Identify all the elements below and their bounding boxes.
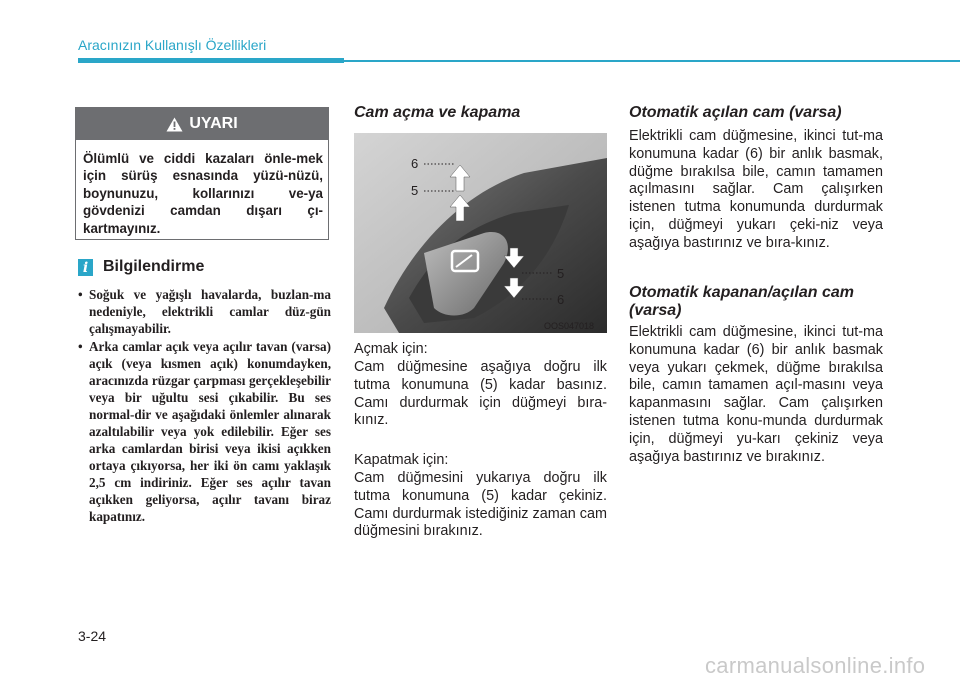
close-text: Cam düğmesini yukarıya doğru ilk tutma konumuna (5) kadar çekiniz. Camı durdurmak istediğiniz zaman cam düğmesini bırakınız.	[354, 470, 607, 540]
label-5-top: 5	[411, 183, 419, 198]
info-title: Bilgilendirme	[103, 258, 205, 275]
warning-text: Ölümlü ve ciddi kazaları önle-mek için sürüş esnasında yüzü-nüzü, boynunuzu, kollarınızı ve-ya gövdenizi camdan dışarı çı-kartmayınız.	[83, 151, 323, 236]
warning-title: UYARI	[189, 115, 238, 132]
window-switch-figure	[354, 133, 607, 333]
info-list-item: • Arka camlar açık veya açılır tavan (varsa) açık (veya kısmen açık) konumdayken, aracınızda rüzgar çarpması gerçekleşebilir veya bir uğultu sesi çıkabilir. Bu ses normal-dir ve aşağıdaki önlemler alınarak azaltılabilir veya yok edilebilir. Eğer ses arka camlardan birisi veya ikisi açıkken ortaya çıkıyorsa, her iki ön camı yaklaşık 2,5 cm indiriniz. Eğer ses açılır tavan açıkken geliyorsa, açılır tavanı biraz kapatınız.	[78, 338, 331, 525]
section-header-title: Aracınızın Kullanışlı Özellikleri	[78, 37, 267, 53]
warning-box	[75, 107, 329, 240]
info-list	[78, 286, 331, 526]
auto-updown-title: Otomatik kapanan/açılan cam (varsa)	[629, 284, 854, 319]
warning-header	[76, 108, 328, 140]
info-icon: i	[78, 259, 93, 276]
auto-updown-text: Elektrikli cam düğmesine, ikinci tut-ma konumuna kadar (6) bir anlık basmak veya yukarı çekmek, düğme bırakılsa bile, camın tamamen açıl-masını veya kapanmasını sağlar. Cam çalışırken istenen tutma konu-munda durdurmak için, düğmeyi yu-karı çekiniz veya aşağıya bastırınız ve bırakınız.	[629, 324, 883, 465]
open-label: Açmak için:	[354, 341, 428, 357]
warning-triangle-icon	[166, 117, 183, 132]
window-open-close-title: Cam açma ve kapama	[354, 104, 521, 121]
open-text: Cam düğmesine aşağıya doğru ilk tutma konumuna (5) kadar basınız. Camı durdurmak için düğmeyi bıra-kınız.	[354, 359, 607, 429]
header-rule-accent	[78, 58, 344, 63]
window-switch-illustration	[354, 133, 607, 333]
auto-down-text: Elektrikli cam düğmesine, ikinci tut-ma konumuna kadar (6) bir anlık basmak, düğme bırakılsa bile, camın tamamen açılmasını sağlar. Cam çalışırken istenen tutma konumunda durdurmak için, düğmeyi yukarı çeki-niz veya aşağıya bastırınız ve bıra-kınız.	[629, 128, 883, 251]
info-list-item: • Soğuk ve yağışlı havalarda, buzlan-ma nedeniyle, elektrikli camlar düz-gün çalışmayabilir.	[78, 286, 331, 337]
label-6-top: 6	[411, 156, 419, 171]
label-6-bottom: 6	[557, 292, 565, 307]
label-5-bottom: 5	[557, 266, 565, 281]
figure-code: OOS047018	[544, 321, 595, 331]
auto-down-title: Otomatik açılan cam (varsa)	[629, 104, 842, 121]
page-number: 3-24	[78, 628, 107, 644]
close-label: Kapatmak için:	[354, 452, 449, 468]
watermark-url: carmanualsonline.info	[705, 653, 926, 678]
